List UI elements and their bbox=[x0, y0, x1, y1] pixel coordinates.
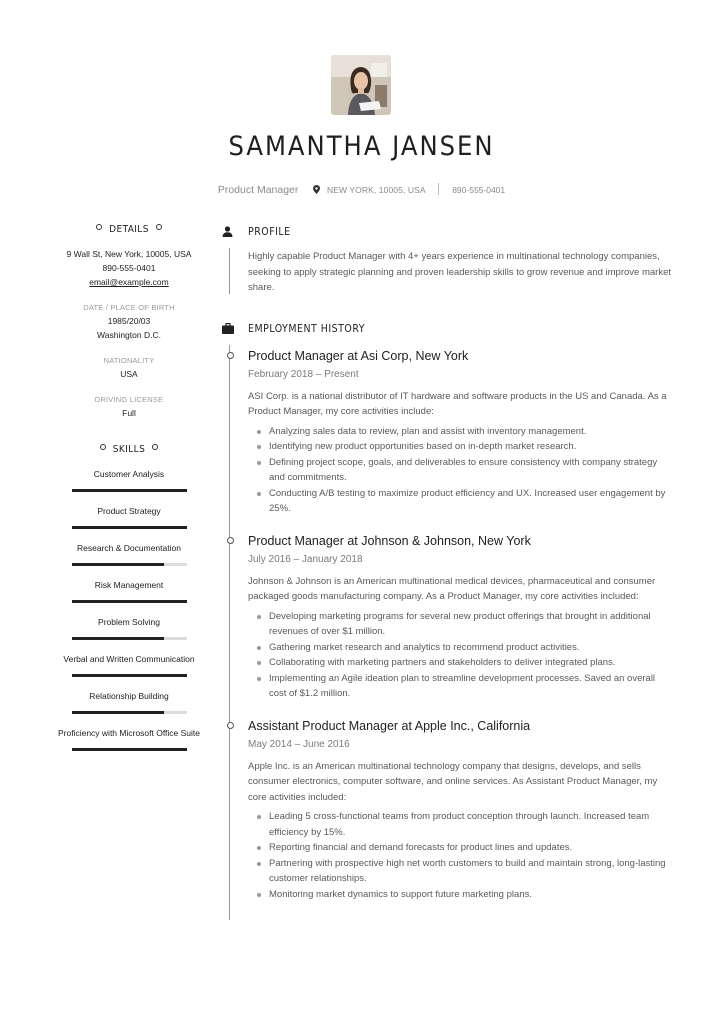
bullet-dot-icon bbox=[156, 224, 162, 230]
job-bullet: Identifying new product opportunities based on in-depth market research. bbox=[269, 439, 674, 455]
skill-item bbox=[55, 504, 203, 529]
address: 9 Wall St, New York, 10005, USA bbox=[66, 249, 192, 259]
birth-label: DATE / PLACE OF BIRTH bbox=[83, 303, 175, 312]
profile-text: Highly capable Product Manager with 4+ years experience in multinational technology companies, seeking to apply strategic planning and proven leadership skills to grow revenue and improve market share. bbox=[248, 251, 671, 293]
skill-level-fill bbox=[72, 600, 187, 603]
job-title: Assistant Product Manager at Apple Inc., California bbox=[248, 718, 531, 733]
job-bullets bbox=[248, 809, 674, 902]
skill-level-bar bbox=[72, 637, 187, 640]
birth-date: 1985/20/03 bbox=[107, 316, 151, 326]
header-subline bbox=[0, 183, 723, 197]
job-bullet: Collaborating with marketing partners and stakeholders to deliver integrated plans. bbox=[269, 655, 674, 671]
skill-level-fill bbox=[72, 563, 164, 566]
bullet-dot-icon bbox=[152, 444, 158, 450]
job-title: Product Manager bbox=[217, 184, 299, 196]
nationality: USA bbox=[120, 369, 138, 379]
skill-level-bar bbox=[72, 711, 187, 714]
job-entry bbox=[222, 347, 674, 517]
job-description: Johnson & Johnson is an American multinational medical devices, pharmaceutical and consumer packaged goods manufacturing company. As a Product Manager, my core activities included: bbox=[248, 575, 656, 602]
job-dates: February 2018 – Present bbox=[248, 368, 359, 380]
details-heading: DETAILS bbox=[55, 224, 203, 235]
job-bullet: Analyzing sales data to review, plan and assist with inventory management. bbox=[269, 424, 674, 440]
skill-name: Research & Documentation bbox=[77, 543, 181, 553]
skills-heading: SKILLS bbox=[55, 444, 203, 455]
divider bbox=[438, 183, 439, 195]
details-phone: 890-555-0401 bbox=[102, 263, 156, 273]
skill-item bbox=[55, 615, 203, 640]
header-phone: 890-555-0401 bbox=[452, 185, 506, 195]
location-pin-icon bbox=[313, 185, 320, 197]
job-entry bbox=[222, 532, 674, 702]
right-column bbox=[222, 224, 674, 902]
job-bullets bbox=[248, 609, 674, 702]
skill-name: Problem Solving bbox=[98, 617, 160, 627]
user-icon bbox=[222, 226, 233, 242]
skill-name: Product Strategy bbox=[97, 506, 161, 516]
skill-level-fill bbox=[72, 748, 187, 751]
skill-level-bar bbox=[72, 489, 187, 492]
skills-section bbox=[55, 444, 203, 751]
skill-item bbox=[55, 652, 203, 677]
job-bullet: Defining project scope, goals, and deliverables to ensure consistency with company strategy and commitments. bbox=[269, 455, 674, 486]
skill-name: Customer Analysis bbox=[93, 469, 165, 479]
briefcase-icon bbox=[222, 323, 234, 339]
skill-level-fill bbox=[72, 637, 164, 640]
job-entry bbox=[222, 717, 674, 903]
skill-level-bar bbox=[72, 526, 187, 529]
bullet-dot-icon bbox=[100, 444, 106, 450]
nationality-label: NATIONALITY bbox=[103, 356, 155, 365]
job-description: Apple Inc. is an American multinational technology company that designs, develops, and sells consumer electronics, computer software, and online services. As Assistant Product Manager, my core activities included: bbox=[248, 760, 658, 803]
job-bullet: Gathering market research and analytics to recommend product activities. bbox=[269, 640, 674, 656]
job-bullet: Partnering with prospective high net worth customers to build and maintain strong, long-lasting customer relationships. bbox=[269, 856, 674, 887]
timeline-dot-icon bbox=[227, 722, 234, 729]
skill-level-bar bbox=[72, 674, 187, 677]
profile-photo bbox=[331, 55, 391, 115]
birth-place: Washington D.C. bbox=[97, 330, 161, 340]
job-dates: May 2014 – June 2016 bbox=[248, 738, 350, 750]
skill-item bbox=[55, 467, 203, 492]
job-title: Product Manager at Asi Corp, New York bbox=[248, 348, 469, 363]
license-label: DRIVING LICENSE bbox=[94, 395, 164, 404]
job-description: ASI Corp. is a national distributor of IT hardware and software products in the US and Canada. As a Product Manager, my core activities include: bbox=[248, 390, 667, 417]
job-bullet: Monitoring market dynamics to support future marketing plans. bbox=[269, 887, 674, 903]
skill-level-bar bbox=[72, 600, 187, 603]
job-bullet: Developing marketing programs for several new product offerings that brought in additional revenues of over $1 million. bbox=[269, 609, 674, 640]
job-bullet: Reporting financial and demand forecasts for product lines and updates. bbox=[269, 840, 674, 856]
job-bullet: Leading 5 cross-functional teams from product conception through launch. Increased team efficiency by 15%. bbox=[269, 809, 674, 840]
skill-item bbox=[55, 541, 203, 566]
license: Full bbox=[122, 408, 136, 418]
job-bullet: Conducting A/B testing to maximize product efficiency and UX. Increased user engagement by 25%. bbox=[269, 486, 674, 517]
left-column bbox=[55, 224, 203, 751]
job-bullets bbox=[248, 424, 674, 517]
skill-level-fill bbox=[72, 711, 164, 714]
job-bullet: Implementing an Agile ideation plan to streamline development processes. Saved an overall cost of $1.2 million. bbox=[269, 671, 674, 702]
skill-level-bar bbox=[72, 563, 187, 566]
skill-item bbox=[55, 689, 203, 714]
skill-name: Verbal and Written Communication bbox=[63, 654, 195, 664]
skill-item bbox=[55, 578, 203, 603]
skill-level-fill bbox=[72, 526, 187, 529]
timeline-dot-icon bbox=[227, 352, 234, 359]
skill-level-bar bbox=[72, 748, 187, 751]
job-dates: July 2016 – January 2018 bbox=[248, 553, 363, 565]
employment-heading: EMPLOYMENT HISTORY bbox=[222, 321, 674, 337]
skill-level-fill bbox=[72, 489, 187, 492]
skill-list bbox=[55, 467, 203, 751]
skill-name: Risk Management bbox=[94, 580, 164, 590]
job-title: Product Manager at Johnson & Johnson, New York bbox=[248, 533, 531, 548]
skill-level-fill bbox=[72, 674, 187, 677]
location-text: NEW YORK, 10005, USA bbox=[326, 185, 426, 195]
email-wrapper bbox=[55, 275, 203, 289]
candidate-name: SAMANTHA JANSEN bbox=[228, 131, 495, 162]
timeline-dot-icon bbox=[227, 537, 234, 544]
skill-name: Relationship Building bbox=[89, 691, 169, 701]
bullet-dot-icon bbox=[96, 224, 102, 230]
skill-name: Proficiency with Microsoft Office Suite bbox=[57, 728, 201, 738]
skill-item bbox=[55, 726, 203, 751]
job-list bbox=[222, 347, 674, 903]
email-link[interactable]: email@example.com bbox=[89, 277, 169, 287]
profile-heading: PROFILE bbox=[222, 224, 674, 240]
